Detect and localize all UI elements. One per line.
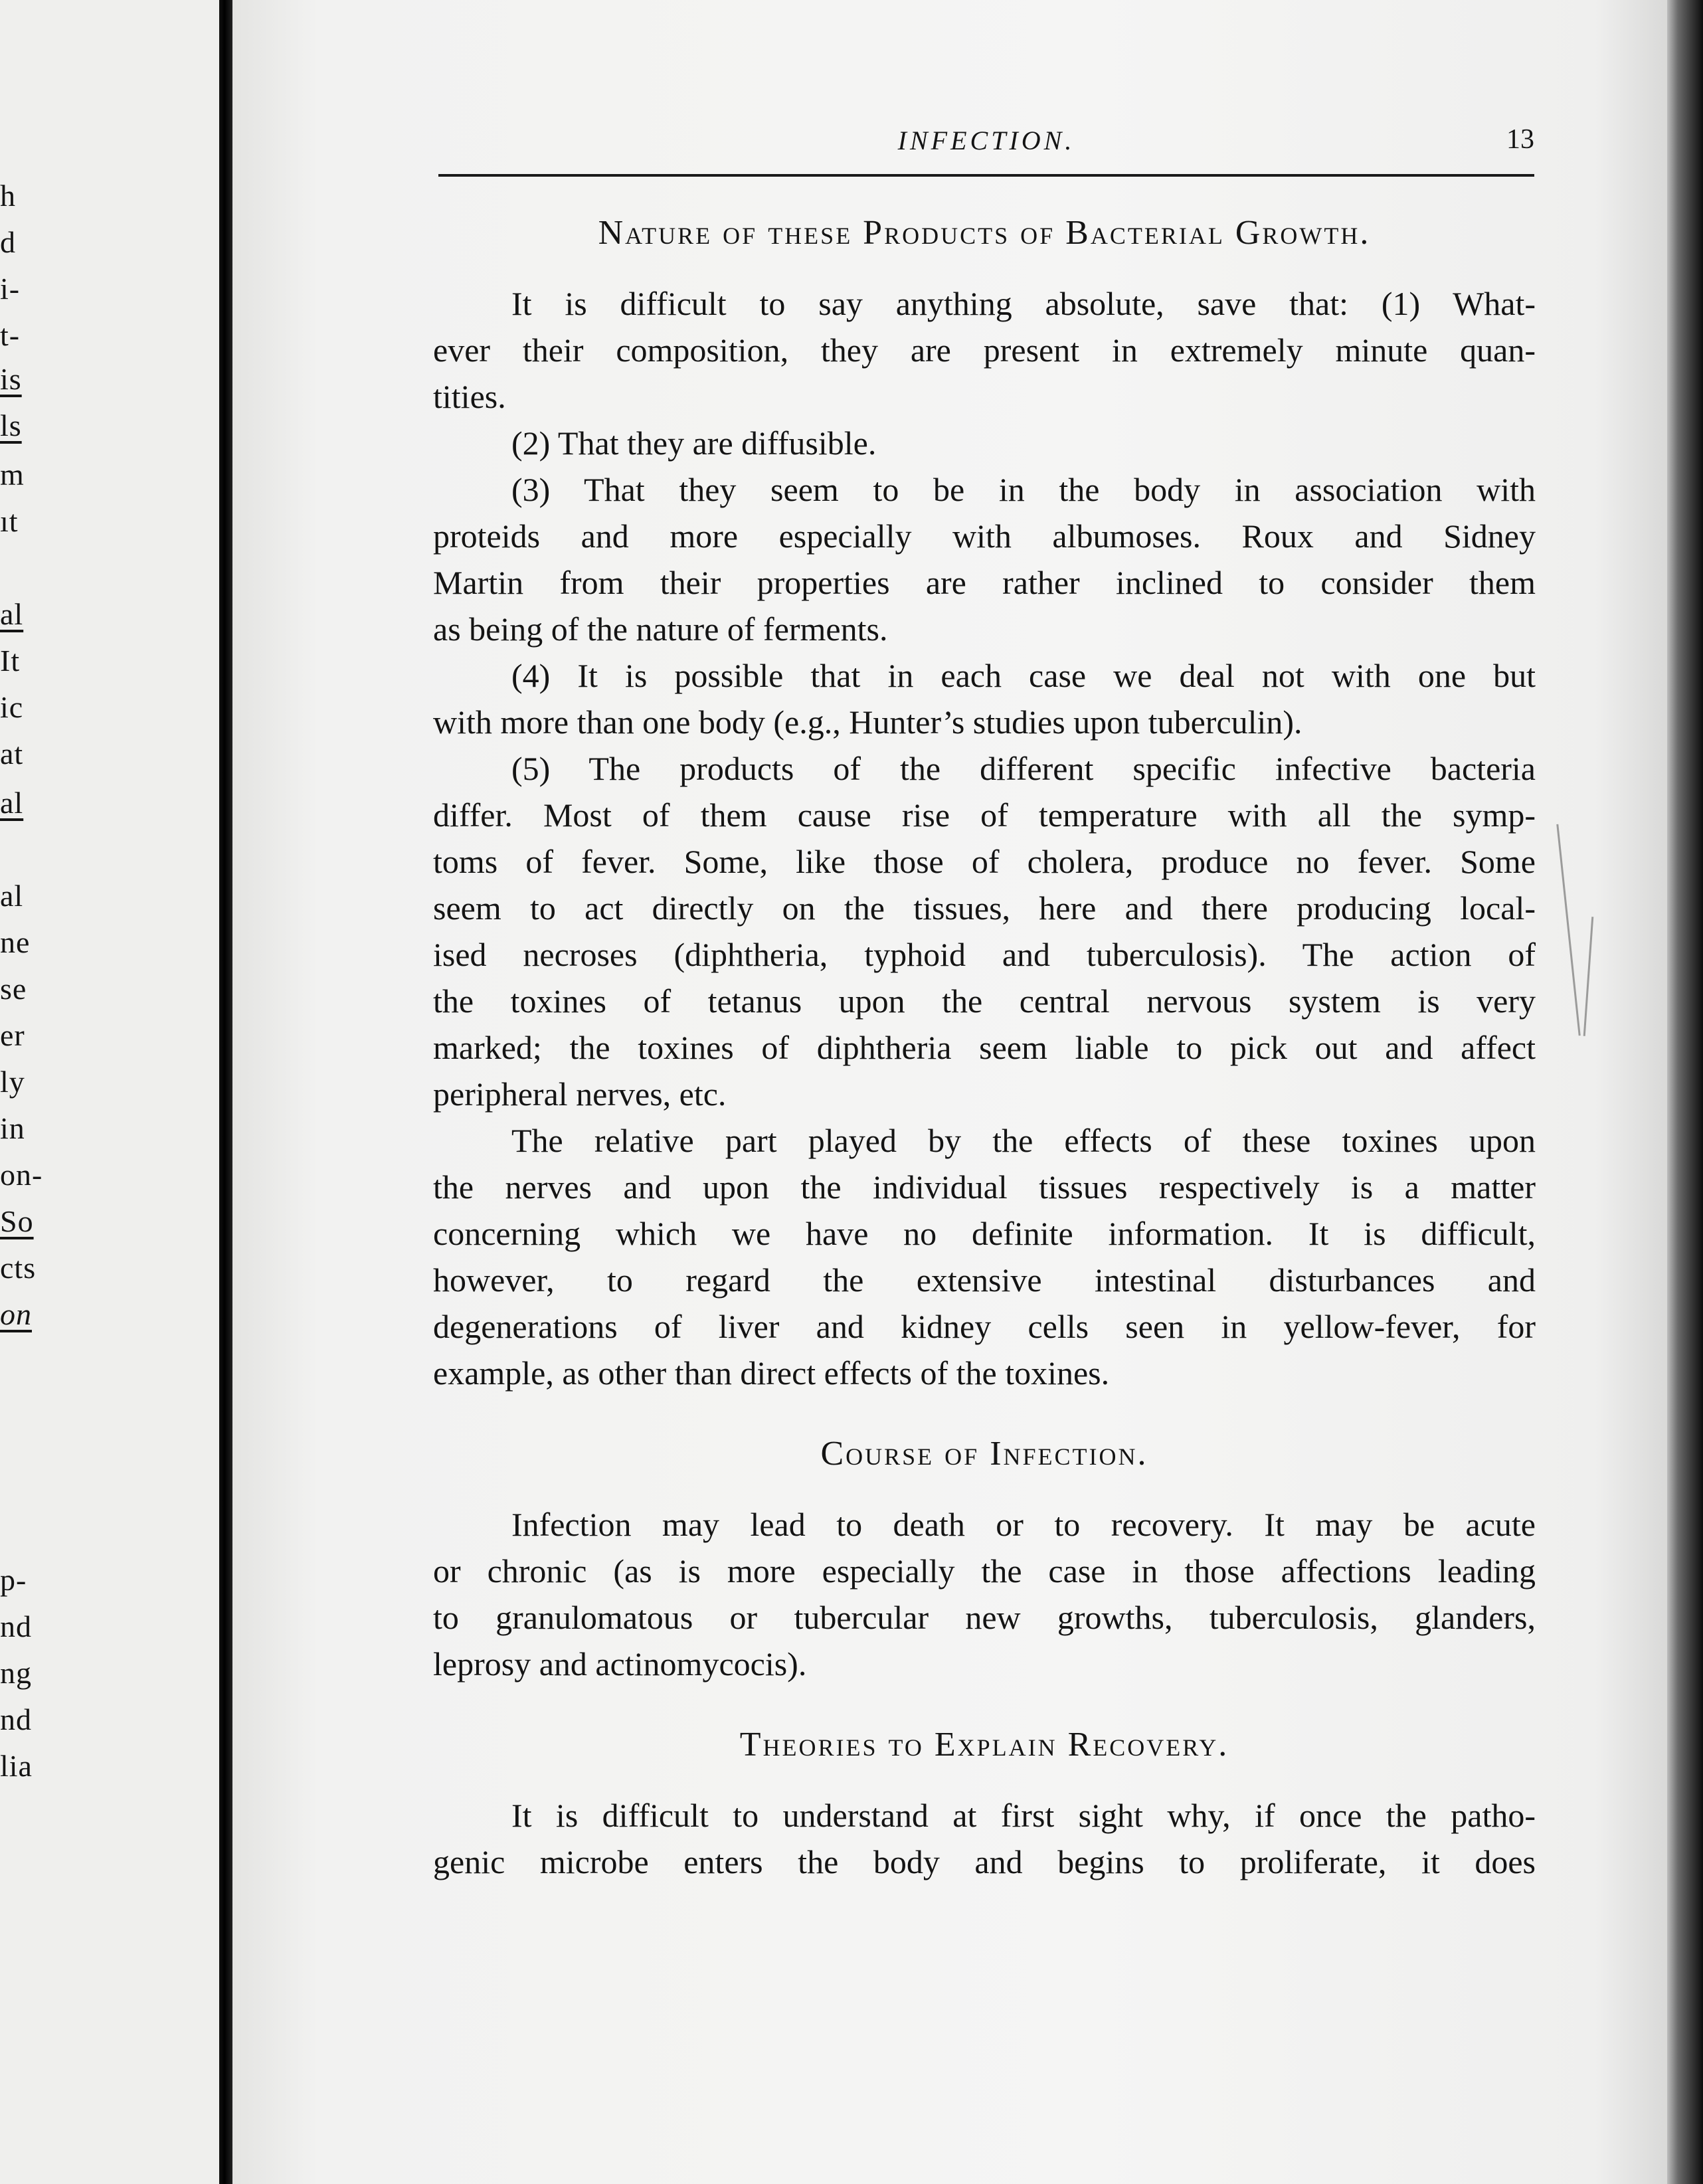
text-line: The relative part played by the effects of these toxines upon — [511, 1122, 1536, 1159]
left-page-fragment: al — [0, 879, 24, 913]
left-page-fragment: al — [0, 786, 24, 820]
left-page-fragment: ls — [0, 409, 22, 442]
section-gap — [433, 1396, 1536, 1420]
left-page-fragment: on — [0, 1297, 32, 1331]
left-page-fragment: is — [0, 362, 22, 396]
text-line: with more than one body (e.g., Hunter’s studies upon tuberculin). — [433, 703, 1302, 741]
left-page-fragment: nd — [0, 1609, 32, 1643]
section-heading: Nature of these Products of Bacterial Growth. — [598, 214, 1371, 252]
section-heading: Theories to Explain Recovery. — [739, 1726, 1229, 1764]
left-page-fragment: lia — [0, 1749, 33, 1783]
text-line: seem to act directly on the tissues, here and there producing local- — [433, 889, 1536, 927]
text-line: ised necroses (diphtheria, typhoid and tuberculosis). The action of — [433, 936, 1536, 973]
left-page-fragment: se — [0, 972, 27, 1006]
left-page-fragment: p- — [0, 1563, 27, 1597]
text-line: (2) That they are diffusible. — [511, 424, 877, 462]
left-page-fragment: h — [0, 179, 16, 213]
text-line: or chronic (as is more especially the case in those affections leading — [433, 1552, 1536, 1590]
text-line: Martin from their properties are rather inclined to consider them — [433, 564, 1536, 601]
left-page-fragment: er — [0, 1018, 25, 1052]
left-page-fragment: on- — [0, 1158, 43, 1192]
text-line: (4) It is possible that in each case we deal not with one but — [511, 657, 1536, 694]
text-line: concerning which we have no definite information. It is difficult, — [433, 1215, 1536, 1252]
left-page-fragment: m — [0, 458, 25, 492]
left-facing-page — [0, 0, 219, 2184]
text-line: to granulomatous or tubercular new growths, tuberculosis, glanders, — [433, 1599, 1536, 1636]
running-head — [438, 120, 1534, 173]
page-number: 13 — [1506, 124, 1534, 155]
text-line: toms of fever. Some, like those of cholera, produce no fever. Some — [433, 843, 1536, 880]
left-page-fragment: ic — [0, 690, 24, 724]
left-page-fragment: ng — [0, 1656, 32, 1690]
page-edge-shadow — [1667, 0, 1703, 2184]
section-heading: Course of Infection. — [820, 1435, 1148, 1473]
book-gutter — [219, 0, 232, 2184]
left-page-fragment: cts — [0, 1251, 37, 1285]
header-rule — [438, 174, 1534, 177]
text-line: as being of the nature of ferments. — [433, 610, 888, 648]
text-line: marked; the toxines of diphtheria seem liable to pick out and affect — [433, 1029, 1536, 1066]
left-page-fragment: nd — [0, 1702, 32, 1736]
left-page-fragment: d — [0, 225, 16, 259]
text-line: (5) The products of the different specific infective bacteria — [511, 750, 1536, 787]
text-line: Infection may lead to death or to recovery. It may be acute — [511, 1506, 1536, 1543]
text-line: It is difficult to understand at first sight why, if once the patho- — [511, 1797, 1536, 1834]
body-text-column — [433, 199, 1536, 1885]
text-line: tities. — [433, 378, 506, 415]
text-line: It is difficult to say anything absolute, save that: (1) What- — [511, 285, 1536, 322]
text-line: ever their composition, they are present in extremely minute quan- — [433, 331, 1536, 369]
text-line: the nerves and upon the individual tissues respectively is a matter — [433, 1168, 1536, 1206]
text-line: differ. Most of them cause rise of temperature with all the symp- — [433, 796, 1536, 834]
text-line: leprosy and actinomycocis). — [433, 1645, 807, 1683]
text-line: example, as other than direct effects of the toxines. — [433, 1354, 1110, 1392]
left-page-fragment: al — [0, 597, 24, 631]
left-page-fragment: So — [0, 1204, 34, 1238]
text-line: (3) That they seem to be in the body in association with — [511, 471, 1536, 508]
left-page-fragment: ly — [0, 1065, 25, 1099]
left-page-fragment: ne — [0, 925, 31, 959]
section-gap — [433, 1687, 1536, 1711]
left-page-fragment: ıt — [0, 504, 19, 538]
text-line: genic microbe enters the body and begins to proliferate, it does — [433, 1843, 1536, 1880]
left-page-fragments — [0, 0, 219, 2184]
running-title: INFECTION. — [897, 126, 1075, 155]
text-line: proteids and more especially with albumoses. Roux and Sidney — [433, 517, 1536, 555]
left-page-fragment: in — [0, 1111, 25, 1145]
text-line: degenerations of liver and kidney cells seen in yellow-fever, for — [433, 1308, 1536, 1345]
text-line: peripheral nerves, etc. — [433, 1075, 727, 1113]
text-line: the toxines of tetanus upon the central nervous system is very — [433, 982, 1536, 1020]
left-page-fragment: i- — [0, 272, 21, 306]
left-page-fragment: at — [0, 737, 24, 771]
text-line: however, to regard the extensive intestinal disturbances and — [433, 1261, 1536, 1299]
left-page-fragment: It — [0, 644, 21, 678]
left-page-fragment: t- — [0, 318, 21, 352]
